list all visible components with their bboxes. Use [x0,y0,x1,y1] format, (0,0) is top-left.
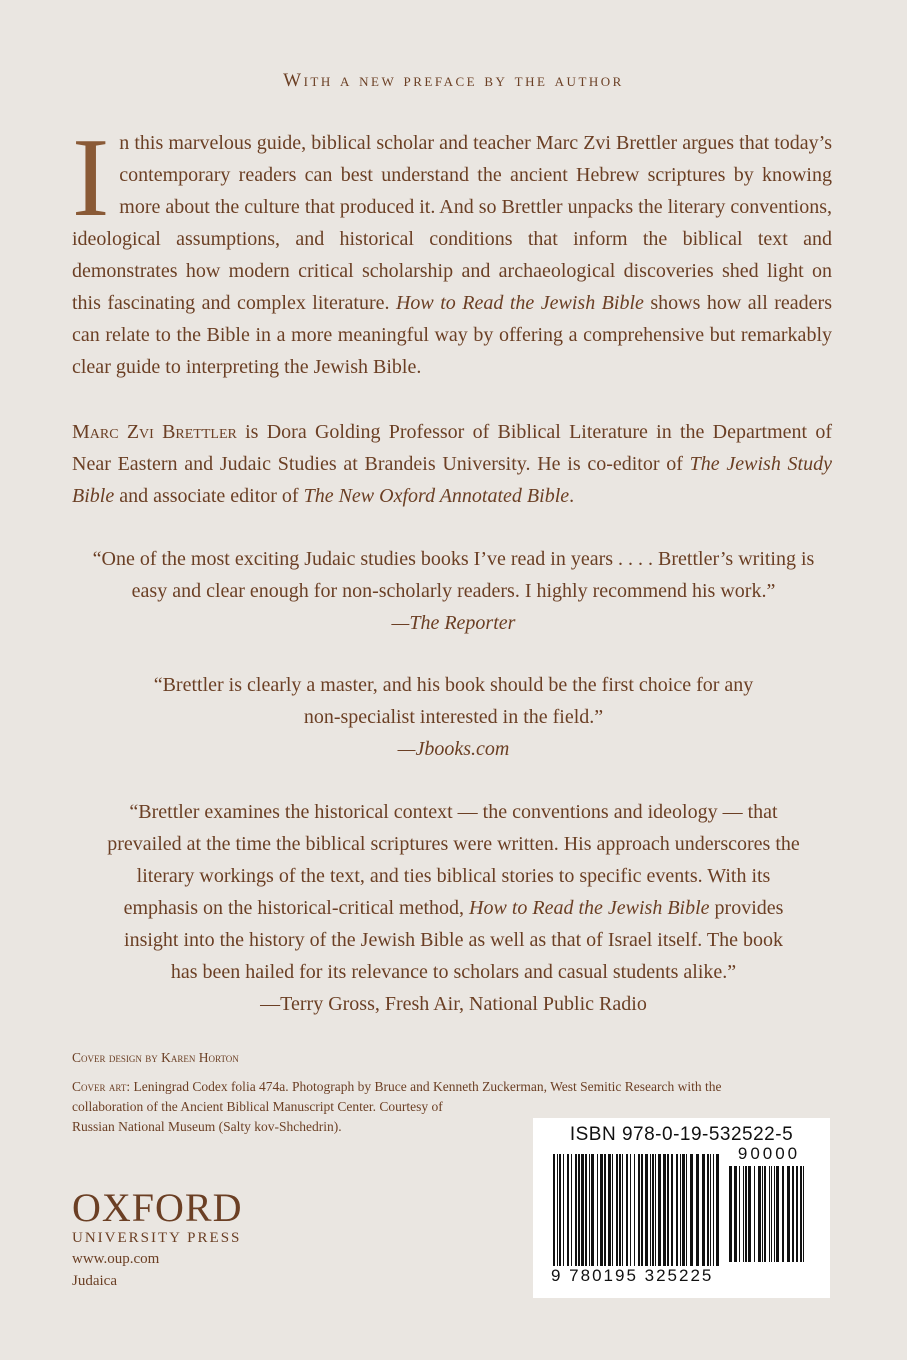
quote-line: insight into the history of the Jewish Bible as well as that of Israel itself. The book [124,929,783,951]
barcode-bar [630,1154,631,1266]
isbn-barcode [533,1118,830,1298]
barcode-bar [758,1166,761,1262]
bio-text-1: is Dora Golding Professor of Biblical Literature in the Department of Near Eastern and Judaic Studies at Brandeis University. He is co-editor of [72,421,832,475]
barcode-bar [663,1154,666,1266]
art-line-2: collaboration of the Ancient Biblical Manuscript Center. Courtesy of [72,1099,443,1114]
barcode-bar [716,1154,719,1266]
barcode-bar [707,1154,709,1266]
book-category: Judaica [72,1273,117,1289]
quote-line: non-specialist interested in the field.” [303,706,604,728]
barcode-bar [782,1166,784,1262]
review-quote-3 [60,796,847,1020]
barcode-bar [634,1154,635,1266]
barcode-bar [792,1166,794,1262]
barcode-bar [702,1154,705,1266]
barcode-bar [641,1154,643,1266]
intro-text-1: n this marvelous guide, biblical scholar and teacher Marc Zvi Brettler argues that today’s contemporary readers can best understand the ancient Hebrew scriptures by knowing more about the culture that produced it. And so Brettler unpacks the literary conventions, ideological assumptions, and historical conditions that inform the biblical text and demonstrates how modern critical scholarship and archaeological discoveries shed light on this fascinating and complex literature. [72,132,832,314]
barcode-bar [581,1154,584,1266]
barcode-bar [557,1154,558,1266]
publisher-url: www.oup.com [72,1251,160,1267]
publisher-block [72,1185,243,1292]
quote-source: —Terry Gross, Fresh Air, National Public Radio [260,993,647,1015]
barcode-bar [650,1154,651,1266]
bio-book-2: The New Oxford Annotated Bible [303,485,570,507]
barcode-bar [796,1166,798,1262]
barcode-bar [608,1154,611,1266]
barcode-bar [604,1154,606,1266]
barcode-bar [769,1166,770,1262]
barcode-bar [671,1154,673,1266]
barcode-bar [553,1154,555,1266]
quote-line: prevailed at the time the biblical scriptures were written. His approach underscores the [107,833,800,855]
design-label: Cover design by [72,1050,158,1065]
barcode-bar [764,1166,766,1262]
oxford-logo: OXFORD [72,1185,243,1230]
quote-line: “Brettler examines the historical context — the conventions and ideology — that [129,801,778,823]
barcode-bar [680,1154,681,1266]
barcode-bar [748,1166,751,1262]
designer-name: Karen Horton [161,1050,239,1065]
barcode-bar [787,1166,790,1262]
cover-design-credit [72,1048,842,1068]
barcode-bar [622,1154,623,1266]
bio-text-3: . [569,485,575,507]
barcode-bar [676,1154,678,1266]
barcode-addon-bars [729,1166,809,1262]
barcode-bar [762,1166,763,1262]
barcode-bar [776,1166,779,1262]
barcode-bar [589,1154,590,1266]
barcode-bar [803,1166,804,1262]
intro-paragraph [72,116,832,383]
art-line-1: Leningrad Codex folia 474a. Photograph by Bruce and Kenneth Zuckerman, West Semitic Research with the [130,1079,722,1094]
quote-line: has been hailed for its relevance to scholars and casual students alike.” [170,961,737,983]
barcode-bar [575,1154,577,1266]
art-line-3: Russian National Museum (Salty kov-Shchedrin). [72,1119,342,1134]
ean-digits: 9 780195 325225 [551,1266,714,1285]
isbn-text: ISBN 978-0-19-532522-5 [569,1124,794,1145]
oxford-subtitle: UNIVERSITY PRESS [72,1230,242,1246]
barcode-bar [600,1154,603,1266]
quote-line-4-pre: emphasis on the historical-critical method, [123,897,470,919]
art-label: Cover art: [72,1079,131,1094]
barcode-bar [616,1154,618,1266]
quote-line-4-post: provides [709,897,784,919]
barcode-bar [578,1154,580,1266]
barcode-bar [591,1154,594,1266]
barcode-bar [559,1154,561,1266]
tagline: With a new preface by the author [283,70,624,91]
barcode-bar [696,1154,699,1266]
barcode-bar [571,1154,572,1266]
author-bio [72,416,832,512]
bio-book-1: The Jewish Study Bible [72,453,832,507]
barcode-bar [729,1166,732,1262]
barcode-bar [734,1166,737,1262]
barcode-bar [710,1154,711,1266]
barcode-bar [626,1154,628,1266]
barcode-bar [739,1166,740,1262]
drop-cap: I [72,116,110,240]
barcode-bar [612,1154,613,1266]
barcode-bar [800,1166,802,1262]
intro-text-2: shows how all readers can relate to the Bible in a more meaningful way by offering a comprehensive but remarkably clear guide to interpreting the Jewish Bible. [72,292,832,378]
barcode-bar [585,1154,587,1266]
barcode-bar [619,1154,621,1266]
barcode-bar [754,1166,755,1262]
barcode-bar [652,1154,654,1266]
author-name: Marc Zvi Brettler [72,421,237,443]
quote-line: “One of the most exciting Judaic studies books I’ve read in years . . . . Brettler’s writing is [92,548,815,570]
barcode-bar [774,1166,775,1262]
quote-line: easy and clear enough for non-scholarly readers. I highly recommend his work.” [131,580,776,602]
quote-source: —The Reporter [391,612,516,634]
barcode-bar [567,1154,569,1266]
quote-line: literary workings of the text, and ties biblical stories to specific events. With its [136,865,771,887]
review-quote-1 [60,543,847,639]
barcode-bar [686,1154,687,1266]
quote-line [60,892,847,924]
barcode-bars [553,1154,723,1266]
barcode-addon-digits: 90000 [737,1144,801,1163]
barcode-bar [563,1154,564,1266]
barcode-bar [658,1154,661,1266]
barcode-bar [645,1154,648,1266]
barcode-bar [682,1154,685,1266]
bio-text-2: and associate editor of [114,485,304,507]
barcode-bar [597,1154,598,1266]
barcode-bar [690,1154,693,1266]
barcode-bar [638,1154,640,1266]
barcode-bar [655,1154,656,1266]
barcode-bar [667,1154,669,1266]
quote-source: —Jbooks.com [397,738,510,760]
barcode-bar [745,1166,747,1262]
intro-book-title: How to Read the Jewish Bible [395,292,644,314]
barcode-bar [713,1154,714,1266]
quote-line: “Brettler is clearly a master, and his book should be the first choice for any [153,674,754,696]
barcode-bar [743,1166,744,1262]
barcode-bar [771,1166,772,1262]
quote-book-title: How to Read the Jewish Bible [469,897,710,919]
review-quote-2 [60,669,847,765]
